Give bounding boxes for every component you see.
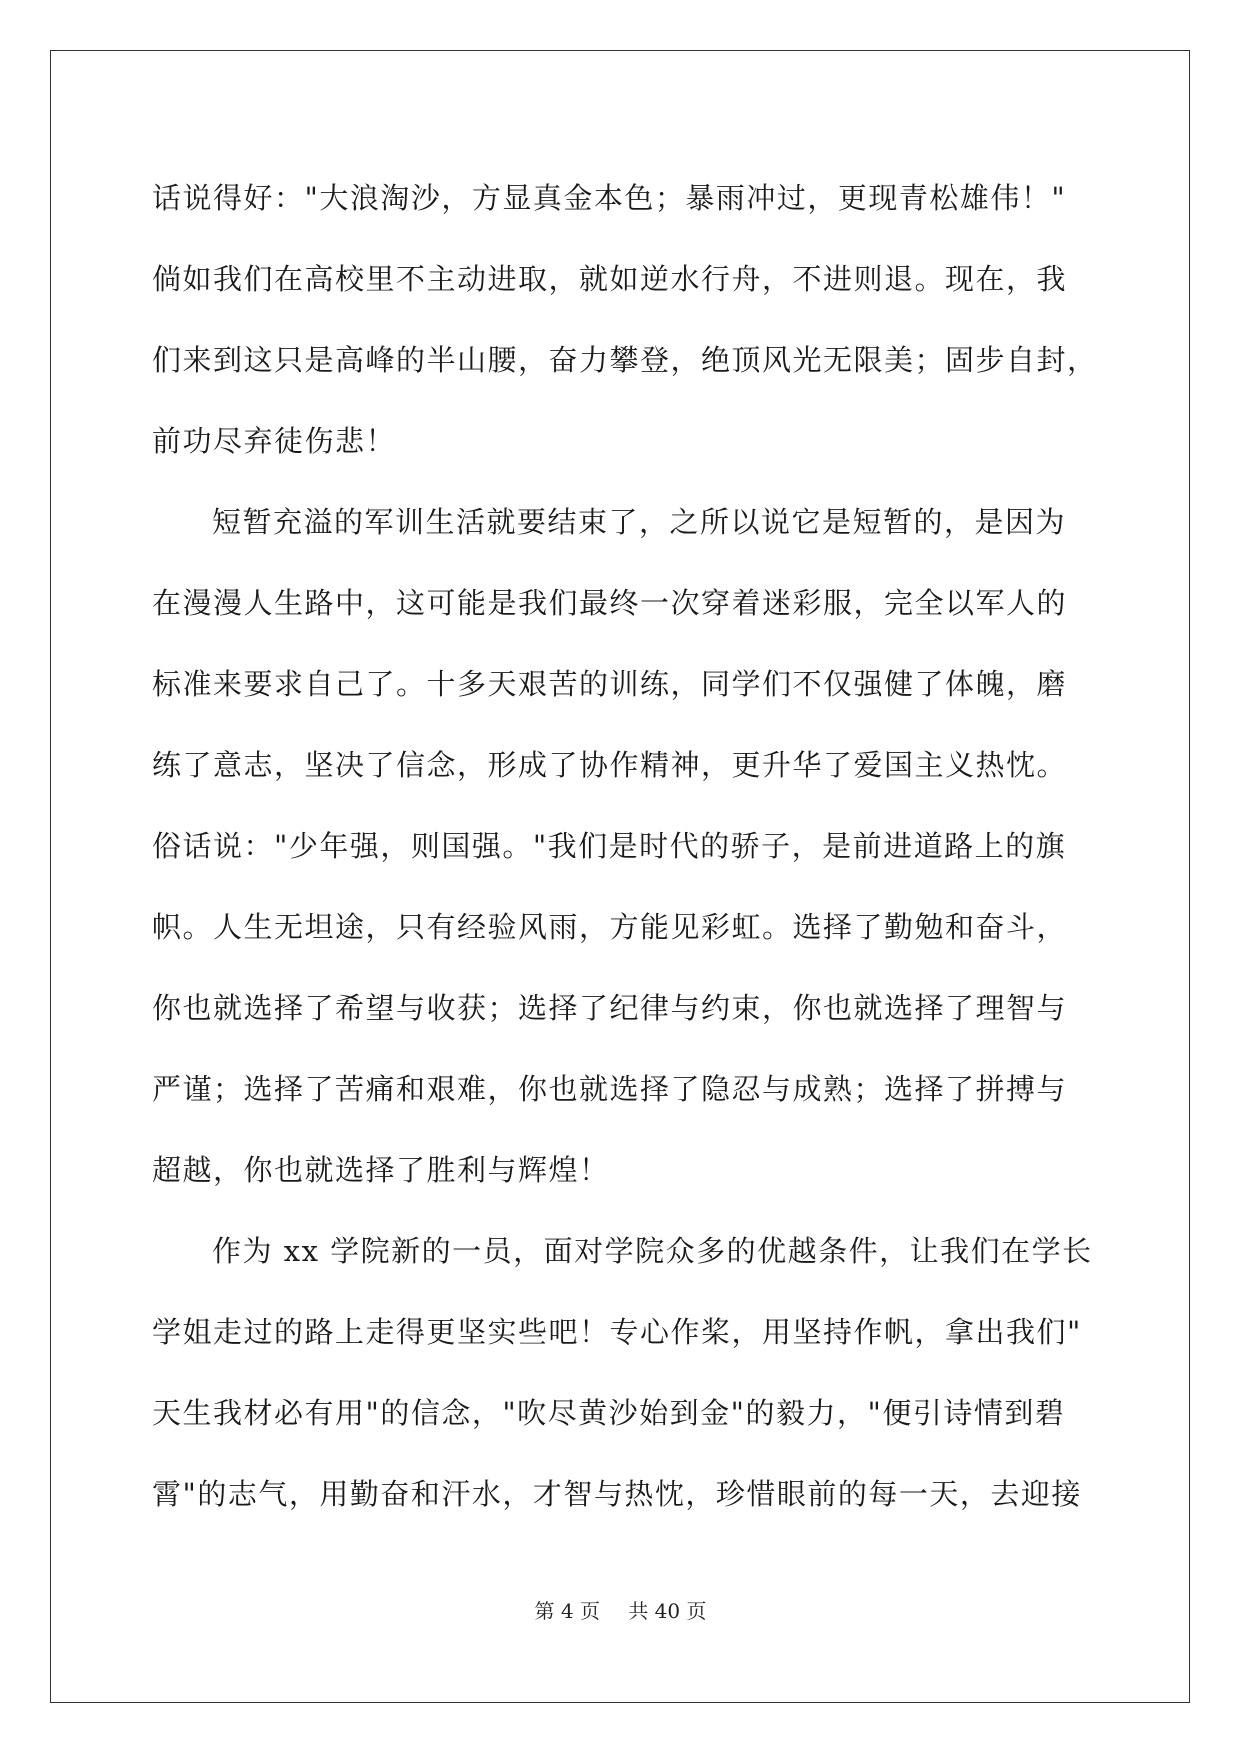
text-line: 你也就选择了希望与收获；选择了纪律与约束，你也就选择了理智与	[152, 991, 1068, 1025]
text-line: 严谨；选择了苦痛和艰难，你也就选择了隐忍与成熟；选择了拼搏与	[152, 1072, 1068, 1106]
paragraph-first-line: 作为 xx 学院新的一员，面对学院众多的优越条件，让我们在学长	[212, 1234, 1093, 1268]
text-line: 学姐走过的路上走得更坚实些吧！专心作桨，用坚持作帆，拿出我们"	[152, 1315, 1082, 1349]
text-line: 话说得好："大浪淘沙，方显真金本色；暴雨冲过，更现青松雄伟！"	[152, 181, 1067, 215]
text-line: 们来到这只是高峰的半山腰，奋力攀登，绝顶风光无限美；固步自封，	[152, 343, 1098, 377]
page-number: 第 4 页	[534, 1599, 600, 1623]
text-line: 帜。人生无坦途，只有经验风雨，方能见彩虹。选择了勤勉和奋斗，	[152, 910, 1068, 944]
paragraph-first-line: 短暂充溢的军训生活就要结束了，之所以说它是短暂的，是因为	[212, 505, 1067, 539]
text-line: 超越，你也就选择了胜利与辉煌！	[152, 1153, 610, 1187]
page-total: 共 40 页	[628, 1599, 707, 1623]
page-footer	[0, 1598, 1241, 1624]
text-line: 霄"的志气，用勤奋和汗水，才智与热忱，珍惜眼前的每一天，去迎接	[152, 1477, 1082, 1511]
text-line: 前功尽弃徒伤悲！	[152, 424, 397, 458]
text-line: 练了意志，坚决了信念，形成了协作精神，更升华了爱国主义热忱。	[152, 748, 1068, 782]
text-line: 倘如我们在高校里不主动进取，就如逆水行舟，不进则退。现在，我	[152, 262, 1068, 296]
text-line: 俗话说："少年强，则国强。"我们是时代的骄子，是前进道路上的旗	[152, 829, 1067, 863]
text-line: 在漫漫人生路中，这可能是我们最终一次穿着迷彩服，完全以军人的	[152, 586, 1068, 620]
text-line: 标准来要求自己了。十多天艰苦的训练，同学们不仅强健了体魄，磨	[152, 667, 1068, 701]
document-body	[152, 158, 1098, 1535]
text-line: 天生我材必有用"的信念，"吹尽黄沙始到金"的毅力，"便引诗情到碧	[152, 1396, 1066, 1430]
